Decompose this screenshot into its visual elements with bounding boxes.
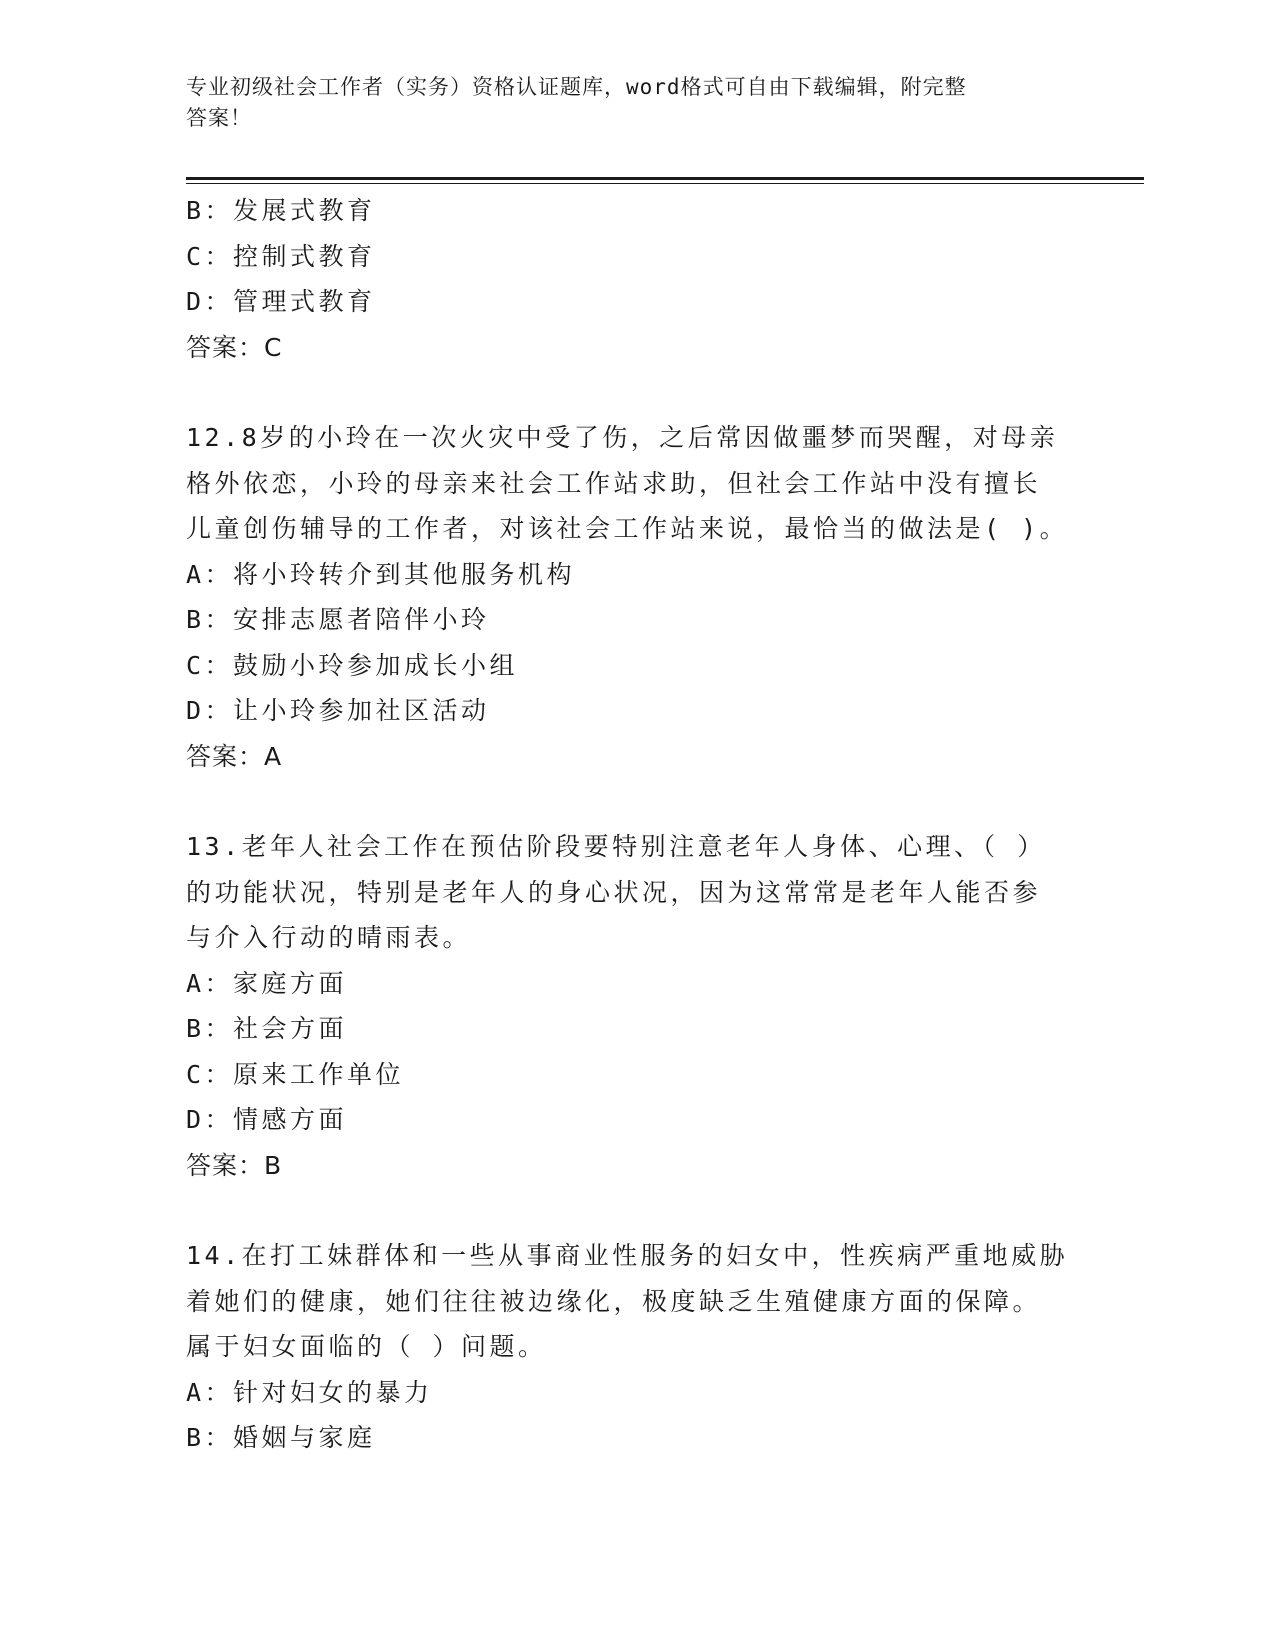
header-divider-thin: [186, 183, 1144, 184]
option-b: B：发展式教育: [186, 196, 376, 225]
option-d: D：情感方面: [186, 1105, 348, 1134]
question-text-line: 与介入行动的晴雨表。: [186, 923, 472, 952]
question-text-line: 的功能状况，特别是老年人的身心状况，因为这常常是老年人能否参: [186, 877, 1042, 907]
option-d: D：让小玲参加社区活动: [186, 696, 490, 725]
header-line-2: 答案！: [186, 106, 252, 130]
question-text-line: 13.老年人社会工作在预估阶段要特别注意老年人身体、心理、（ ）: [186, 832, 1046, 861]
option-c: C：鼓励小玲参加成长小组: [186, 650, 519, 680]
question-text-line: 属于妇女面临的（ ）问题。: [186, 1332, 547, 1361]
option-a: A：针对妇女的暴力: [186, 1377, 433, 1407]
option-b: B：社会方面: [186, 1014, 348, 1043]
question-14: [186, 1233, 1086, 1461]
question-text-line: 12.8岁的小玲在一次火灾中受了伤，之后常因做噩梦而哭醒，对母亲: [186, 423, 1059, 452]
question-text-line: 着她们的健康，她们往往被边缘化，极度缺乏生殖健康方面的保障。: [186, 1286, 1042, 1316]
header-line-1: 专业初级社会工作者（实务）资格认证题库，word格式可自由下载编辑，附完整: [186, 75, 967, 99]
question-12: [186, 415, 1086, 779]
option-a: A：将小玲转介到其他服务机构: [186, 559, 576, 589]
spacer: [186, 1188, 1086, 1233]
header-divider-thick: [186, 177, 1144, 180]
answer-line: 答案：B: [186, 1150, 283, 1180]
option-d: D：管理式教育: [186, 287, 376, 316]
option-b: B：婚姻与家庭: [186, 1423, 376, 1452]
answer-line: 答案：A: [186, 741, 283, 771]
question-text-line: 14.在打工妹群体和一些从事商业性服务的妇女中，性疾病严重地威胁: [186, 1241, 1069, 1270]
question-text-line: 儿童创伤辅导的工作者，对该社会工作站来说，最恰当的做法是( )。: [186, 514, 1069, 543]
spacer: [186, 779, 1086, 824]
question-13: [186, 824, 1086, 1188]
option-a: A：家庭方面: [186, 968, 348, 998]
question-list: [186, 188, 1086, 1461]
spacer: [186, 370, 1086, 415]
option-c: C：原来工作单位: [186, 1059, 405, 1089]
question-text-line: 格外依恋，小玲的母亲来社会工作站求助，但社会工作站中没有擅长: [186, 468, 1042, 498]
option-b: B：安排志愿者陪伴小玲: [186, 605, 490, 634]
answer-line: 答案：C: [186, 332, 283, 362]
option-c: C：控制式教育: [186, 241, 376, 271]
question-11-continuation: [186, 188, 1086, 370]
document-header: [186, 72, 1066, 134]
